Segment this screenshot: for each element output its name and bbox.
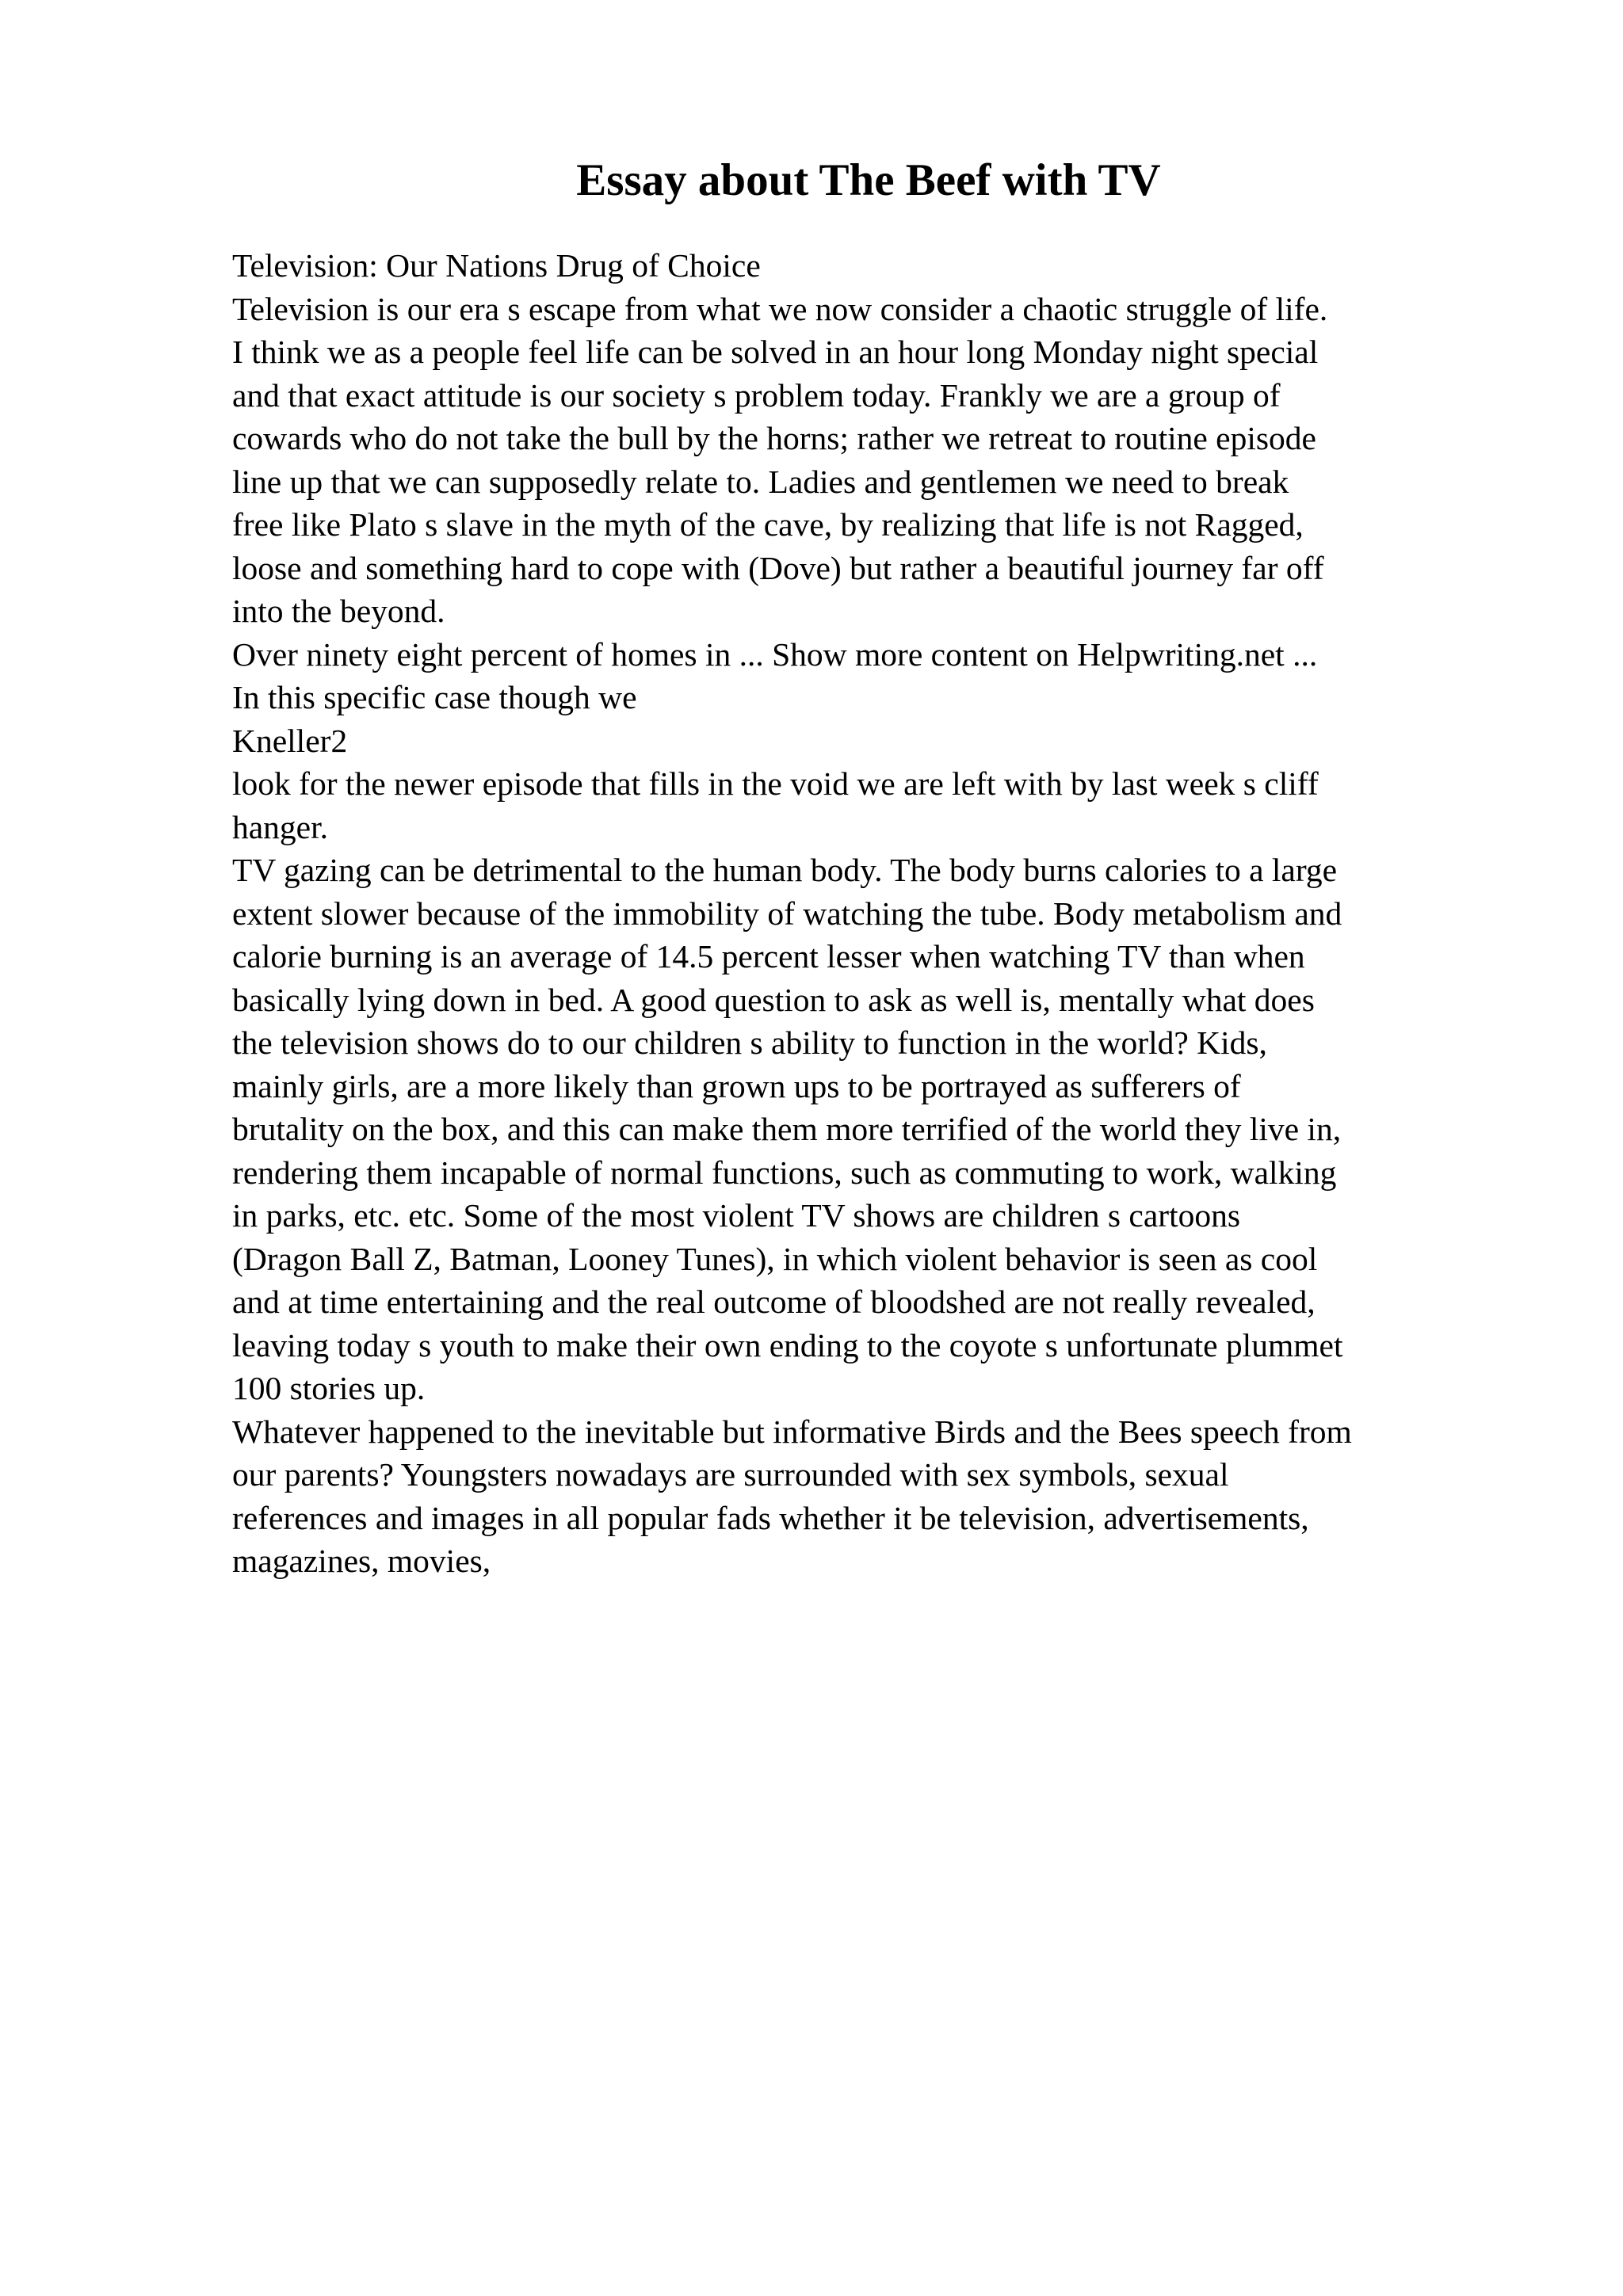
- text-line: TV gazing can be detrimental to the human body. The body burns calories to a large: [232, 852, 1338, 888]
- text-line: brutality on the box, and this can make them more terrified of the world they live in,: [232, 1111, 1342, 1147]
- text-line: loose and something hard to cope with (Dove) but rather a beautiful journey far off: [232, 549, 1324, 586]
- text-line: the television shows do to our children s ability to function in the world? Kids,: [232, 1024, 1267, 1061]
- text-line: basically lying down in bed. A good question to ask as well is, mentally what does: [232, 981, 1315, 1018]
- text-line: leaving today s youth to make their own ending to the coyote s unfortunate plummet: [232, 1326, 1343, 1363]
- text-line: look for the newer episode that fills in the void we are left with by last week s cliff: [232, 765, 1319, 802]
- text-line: Television is our era s escape from what we now consider a chaotic struggle of life.: [232, 290, 1328, 327]
- text-line: extent slower because of the immobility of watching the tube. Body metabolism and: [232, 894, 1342, 932]
- text-line: Television: Our Nations Drug of Choice: [232, 247, 761, 284]
- text-line: and that exact attitude is our society s problem today. Frankly we are a group of: [232, 376, 1281, 414]
- text-line: hanger.: [232, 808, 328, 845]
- text-line: our parents? Youngsters nowadays are surrounded with sex symbols, sexual: [232, 1456, 1229, 1493]
- text-line: references and images in all popular fads whether it be television, advertisements,: [232, 1499, 1309, 1536]
- text-line: Kneller2: [232, 722, 348, 759]
- text-line: In this specific case though we: [232, 679, 637, 715]
- document-title: Essay about The Beef with TV: [576, 155, 1161, 205]
- text-line: Whatever happened to the inevitable but informative Birds and the Bees speech from: [232, 1413, 1352, 1450]
- text-line: into the beyond.: [232, 593, 445, 629]
- text-line: mainly girls, are a more likely than grown ups to be portrayed as sufferers of: [232, 1067, 1241, 1104]
- text-line: magazines, movies,: [232, 1543, 491, 1579]
- text-line: (Dragon Ball Z, Batman, Looney Tunes), in which violent behavior is seen as cool: [232, 1240, 1318, 1277]
- text-line: calorie burning is an average of 14.5 percent lesser when watching TV than when: [232, 938, 1305, 974]
- text-line: and at time entertaining and the real outcome of bloodshed are not really revealed,: [232, 1283, 1316, 1320]
- text-line: cowards who do not take the bull by the horns; rather we retreat to routine episode: [232, 420, 1316, 456]
- text-line: free like Plato s slave in the myth of the cave, by realizing that life is not Ragged,: [232, 506, 1304, 543]
- text-line: in parks, etc. etc. Some of the most violent TV shows are children s cartoons: [232, 1197, 1241, 1234]
- document-body: [232, 244, 1516, 1583]
- text-line: Over ninety eight percent of homes in ... Show more content on Helpwriting.net ...: [232, 635, 1318, 673]
- text-line: 100 stories up.: [232, 1370, 426, 1406]
- text-line: line up that we can supposedly relate to. Ladies and gentlemen we need to break: [232, 463, 1289, 500]
- text-line: I think we as a people feel life can be solved in an hour long Monday night special: [232, 334, 1319, 370]
- text-line: rendering them incapable of normal functions, such as commuting to work, walking: [232, 1154, 1337, 1191]
